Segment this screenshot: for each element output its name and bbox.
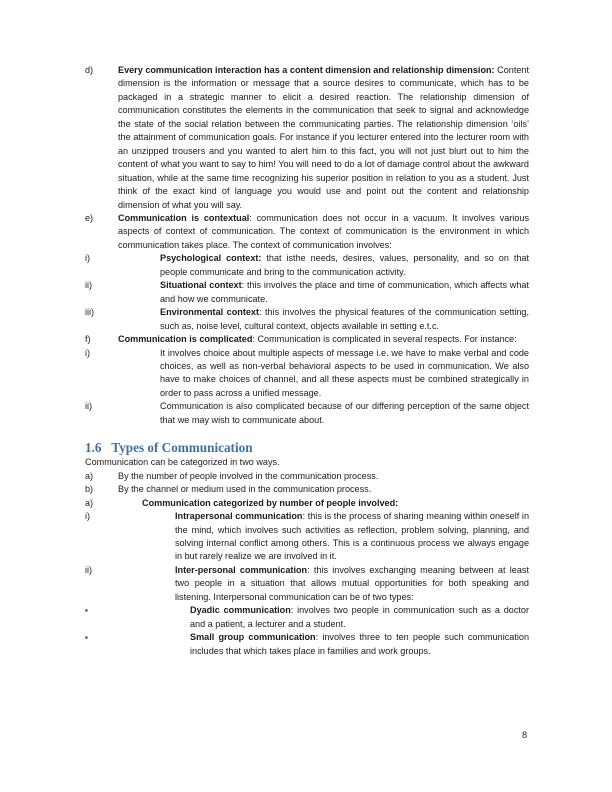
type-item-i-lead: Intrapersonal communication (175, 511, 303, 522)
category-item-a (85, 497, 529, 510)
list-item-e-sub-i-body: that isthe needs, desires, values, personality, and so on that people communicate and bring to the communication activity. (160, 253, 529, 277)
page-number: 8 (521, 730, 527, 740)
category-item-a-lead: Communication categorized by number of people involved: (142, 497, 399, 508)
list-item-d (85, 64, 529, 212)
list-item-e-sub-ii-lead: Situational context (160, 280, 242, 291)
list-marker-f-i: i) (85, 347, 91, 358)
list-item-e-sub-ii (85, 279, 529, 306)
bullet-dyadic (85, 604, 529, 631)
list-item-e-body: : communication does not occur in a vacuum. It involves various aspects of context of communication. The context of communication is the environment in which communication takes place. The context of communication involves: (118, 212, 529, 250)
list-item-f-sub-ii (85, 400, 529, 427)
heading-spacer (85, 427, 529, 440)
bullet-small-group (85, 631, 529, 658)
list-marker-e: e) (85, 212, 94, 223)
way-marker-a: a) (85, 470, 94, 481)
bullet-small-group-lead: Small group communication (190, 632, 316, 643)
square-bullet-icon: ▪ (85, 606, 88, 616)
section-intro (85, 456, 529, 469)
way-item-a (85, 470, 529, 483)
type-marker-ii: ii) (85, 564, 93, 575)
section-number: 1.6 (85, 440, 102, 456)
list-marker-f-ii: ii) (85, 401, 93, 412)
list-item-e-sub-iii (85, 306, 529, 333)
list-marker-d: d) (85, 65, 94, 75)
list-item-f-lead: Communication is complicated (118, 334, 253, 345)
list-item-e-sub-iii-lead: Environmental context (160, 307, 259, 318)
bullet-dyadic-body: : involves two people in communication such as a doctor and a patient, a lecturer and a student. (190, 605, 529, 629)
square-bullet-icon: ▪ (85, 633, 88, 643)
list-marker-e-ii: ii) (85, 280, 93, 291)
list-item-f (85, 333, 529, 346)
list-item-e-sub-i-lead: Psychological context: (160, 253, 262, 264)
way-item-b (85, 483, 529, 496)
list-item-e-sub-i (85, 252, 529, 279)
section-title: Types of Communication (111, 440, 253, 456)
list-marker-e-iii: iii) (85, 307, 95, 318)
list-item-f-sub-i (85, 347, 529, 401)
list-item-f-body: : Communication is complicated in several respects. For instance: (252, 334, 517, 345)
list-item-d-body: Content dimension is the information or message that a source desires to communicate, which has to be packaged in a strategic manner to elicit a desired reaction. The relationship dimension of communication constitutes the elements in the communication that seek to signal and acknowledge the state of the social relation between the communicating parties. The relationship dimension ‘oils’ the attainment of communication goals. For instance if you lecturer entered into the lecturer room with an unzipped trousers and you wanted to alert him to this fact, you will not just blurt out to him the content of what you want to say to him! You will need to do a lot of damage control about the awkward situation, while at the same time recognizing his superior position in relation to you as a student. Just think of the exact kind of language you would use and point out the content and relationship dimension of what you will say. (118, 65, 529, 210)
list-item-f-sub-ii-body: Communication is also complicated because of our differing perception of the same object that we may wish to communicate about. (160, 401, 529, 425)
list-item-d-lead: Every communication interaction has a content dimension and relationship dimension: (118, 65, 495, 75)
list-item-e-sub-iii-body: : this involves the physical features of the communication setting, such as, noise level, cultural context, objects available in setting e.t.c. (160, 307, 530, 331)
bullet-small-group-body: : involves three to ten people such communication includes that which takes place in families and work groups. (190, 632, 529, 656)
type-item-i (85, 510, 529, 564)
list-item-e (85, 212, 529, 252)
type-item-ii (85, 564, 529, 604)
type-marker-i: i) (85, 511, 91, 522)
way-item-b-body: By the channel or medium used in the communication process. (118, 484, 372, 495)
type-item-i-body: : this is the process of sharing meaning within oneself in the mind, which involves such activities as reflection, problem solving, planning, and solving internal conflict among others. This is a continuous process we always engage in but rarely realize we are involved in it. (175, 511, 529, 562)
bullet-dyadic-lead: Dyadic communication (190, 605, 291, 616)
list-item-e-lead: Communication is contextual (118, 212, 250, 223)
category-marker-a: a) (85, 497, 94, 508)
list-marker-f: f) (85, 334, 91, 345)
type-item-ii-lead: Inter-personal communication (175, 564, 308, 575)
type-item-ii-body: : this involves exchanging meaning between at least two people in a situation that allows mutual opportunities for both speaking and listening. Interpersonal communication can be of two types: (175, 564, 529, 602)
list-item-f-sub-i-body: It involves choice about multiple aspects of message i.e. we have to make verbal and code choices, as well as non-verbal behavioral aspects to be used in communication. We also have to make choices of channel, and all these aspects must be combined strategically in order to pass across a unified message. (160, 347, 529, 398)
way-item-a-body: By the number of people involved in the communication process. (118, 470, 379, 481)
list-item-e-sub-ii-body: : this involves the place and time of communication, which affects what and how we communicate. (160, 280, 529, 304)
page-content (85, 64, 529, 658)
way-marker-b: b) (85, 484, 94, 495)
section-heading-1-6 (85, 440, 529, 456)
section-intro-text: Communication can be categorized in two ways. (85, 457, 280, 468)
list-marker-e-i: i) (85, 253, 91, 264)
